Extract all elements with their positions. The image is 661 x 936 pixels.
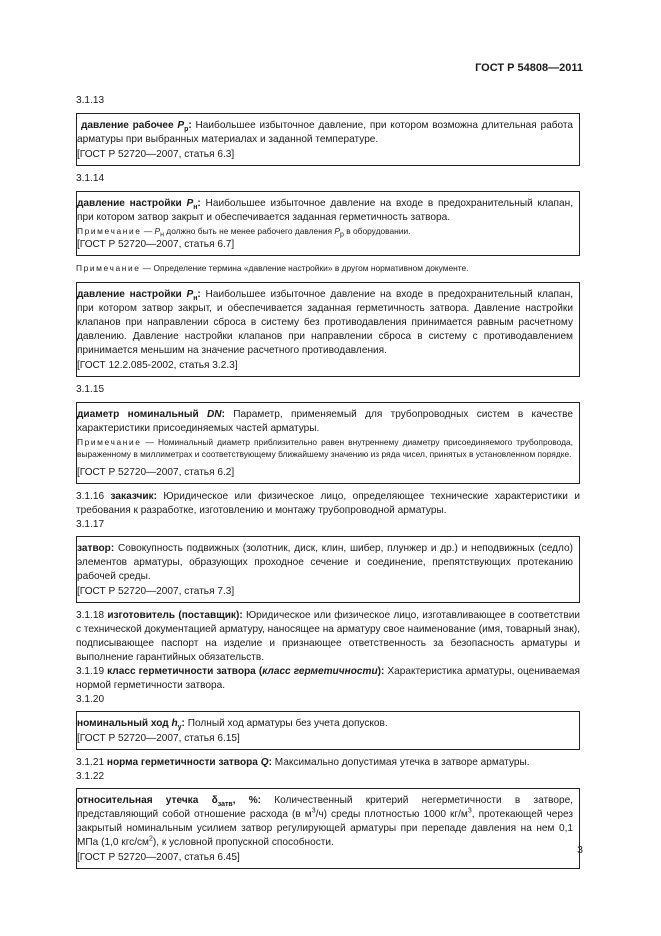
definition-box [76,402,580,484]
clause-number: 3.1.22 [76,771,105,782]
definition-text: диаметр номинальный DN: Параметр, применяемый для трубопроводных систем в качестве характеристики присоединяемых частей арматуры. [77,409,573,434]
clause-paragraph: 3.1.18 изготовитель (поставщик): Юридическое или физическое лицо, изготавливающее в соответствии с технической документацией арматуру, наносящее на арматуру свое наименование (имя, товарный знак), подписывающее паспорт на изделие и признающее ответственность за безопасность арматуры и выполнение гарантийных обязательств. [76,610,581,663]
clause-number: 3.1.14 [76,173,105,184]
note-text: Примечание — Номинальный диаметр приблизительно равен внутреннему диаметру присоединяемого трубопровода, выраженному в миллиметрах и соответствующему ближайшему значению из ряда чисел, принятых в установленном порядке. [77,437,573,459]
source-reference: [ГОСТ Р 52720—2007, статья 7.3] [77,586,235,597]
definition-text: затвор: Совокупность подвижных (золотник, диск, клин, шибер, плунжер и др.) и неподвижных (седло) элементов арматуры, образующих проходное сечение и соединение, препятствующих протеканию рабочей среды. [77,543,573,582]
clause-number: 3.1.15 [76,384,105,395]
clause-paragraph: 3.1.16 заказчик: Юридическое или физическое лицо, определяющее технические характеристики и требования к разработке, изготовлению и монтажу трубопроводной арматуры. [76,491,580,516]
clause-number: 3.1.20 [76,694,105,705]
source-reference: [ГОСТ Р 52720—2007, статья 6.2] [77,467,235,478]
source-reference: [ГОСТ Р 52720—2007, статья 6.7] [77,239,235,250]
document-standard-header: ГОСТ Р 54808—2011 [475,62,583,74]
definition-box [76,711,580,750]
definition-text: давление рабочее $P_р$: Наибольшее избыточное давление, при котором возможна длительная работа арматуры при выбранных материалах и заданной температуре. [77,120,573,145]
document-body [76,94,580,875]
source-reference: [ГОСТ 12.2.085-2002, статья 3.2.3] [77,360,238,371]
definition-box [76,191,580,256]
definition-text: давление настройки $P_н$: Наибольшее избыточное давление на входе в предохранительный клапан, при котором затвор закрыт, и обеспечивается заданная герметичность затвора. Давление настройки клапанов при направлении сброса в систему без противодавления принимается равным расчетному давлению. Давление настройки клапанов при направлении сброса в систему с противодавлением принимается меньшим на значение расчетного противодавления. [77,289,573,356]
definition-box [76,282,580,377]
definition-text: номинальный ход $h_у$: Полный ход арматуры без учета допусков. [77,718,388,732]
definition-box [76,788,580,869]
definition-text: давление настройки $P_н$: Наибольшее избыточное давление на входе в предохранительный клапан, при котором затвор закрыт и обеспечивается заданная герметичность затвора. [77,198,573,223]
source-reference: [ГОСТ Р 52720—2007, статья 6.3] [77,149,235,160]
clause-number: 3.1.13 [76,95,105,106]
definition-text: относительная утечка $\delta_{затв}$, %: Количественный критерий негерметичности в затворе, представляющий собой отношение расхода (в $м^3/ч$) среды плотностью 1000 $кг/м^3$, протекающей через закрытый номинальным усилием затвор регулирующей арматуры при перепаде давления на нем 0,1 МПа (1,0 кгс/$см^2$), к условной пропускной способности. [77,795,573,848]
source-reference: [ГОСТ Р 52720—2007, статья 6.45] [77,852,240,863]
definition-box [76,113,580,166]
source-reference: [ГОСТ Р 52720—2007, статья 6.15] [77,733,240,744]
clause-paragraph: 3.1.21 норма герметичности затвора Q: Максимально допустимая утечка в затворе арматуры. [76,757,530,768]
definition-box [76,536,580,603]
clause-number: 3.1.17 [76,519,105,530]
page-number: 3 [577,844,583,856]
clause-paragraph: 3.1.19 класс герметичности затвора (класс герметичности): Характеристика арматуры, оцениваемая нормой герметичности затвора. [76,666,581,691]
note-text: Примечание — Определение термина «давление настройки» в другом нормативном документе. [76,263,469,273]
note-text: Примечание — $P_н$ должно быть не менее рабочего давления $P_р$ в оборудовании. [77,226,411,239]
